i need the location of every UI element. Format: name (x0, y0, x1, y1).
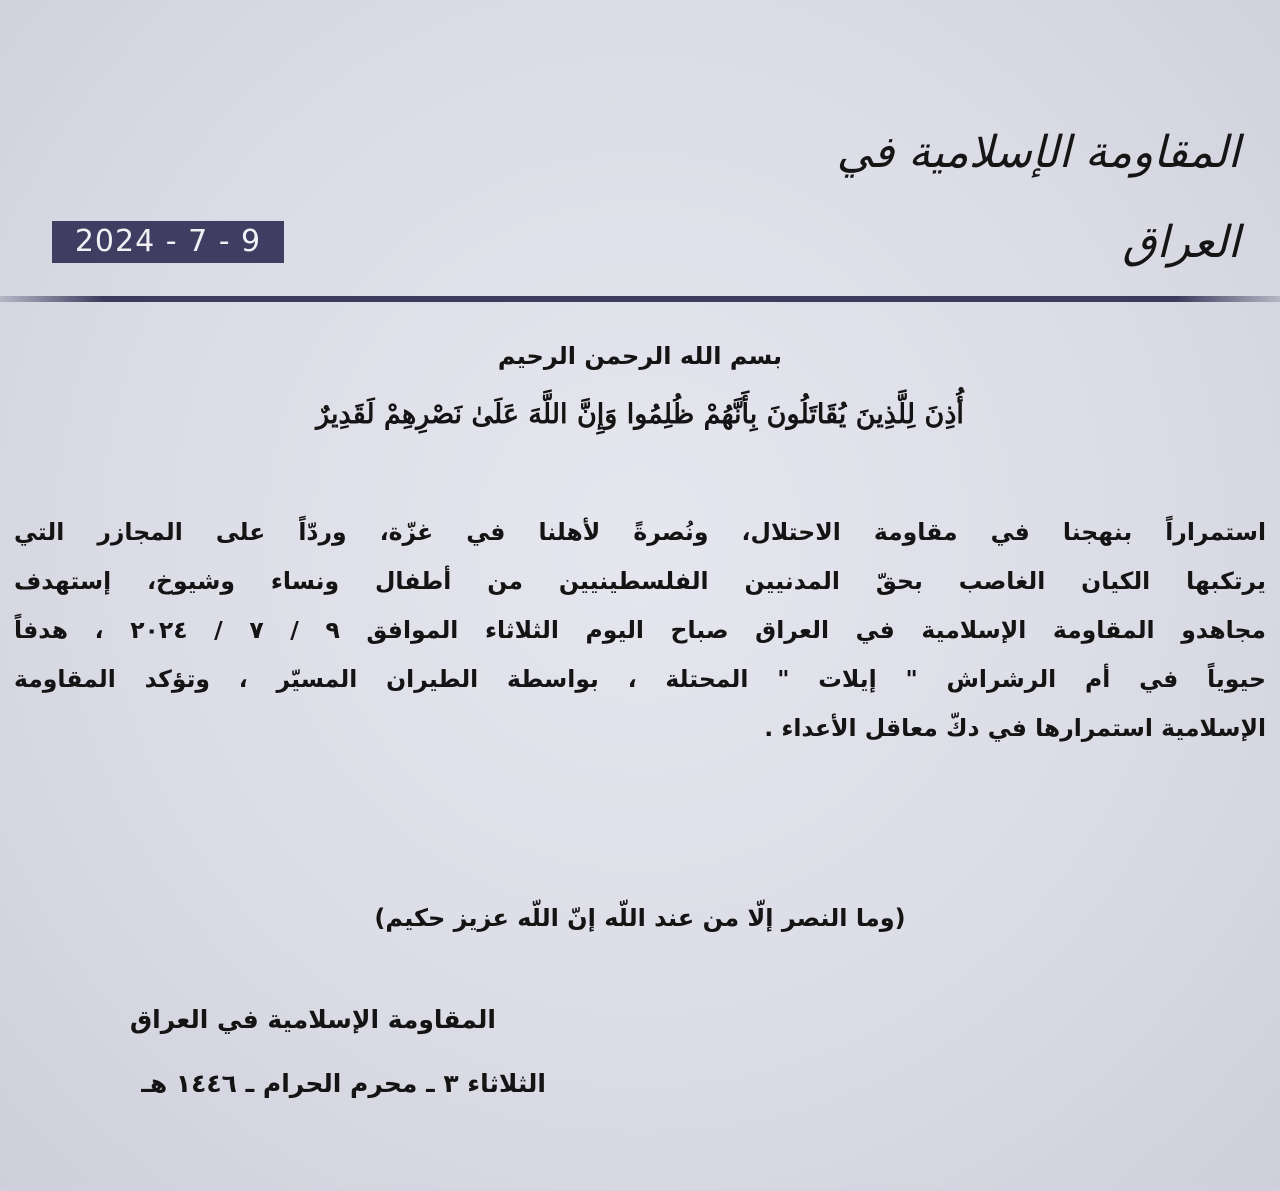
signature: المقاومة الإسلامية في العراق (129, 1005, 496, 1034)
basmala: بسم الله الرحمن الرحيم (497, 342, 783, 370)
statement-body (14, 508, 1266, 753)
closing-verse: (وما النصر إلّا من عند اللّه إنّ اللّه عزيز حكيم) (374, 904, 906, 932)
quran-verse: أُذِنَ لِلَّذِينَ يُقَاتَلُونَ بِأَنَّهُمْ ظُلِمُوا وَإِنَّ اللَّهَ عَلَىٰ نَصْرِهِمْ لَقَدِيرٌ (316, 399, 964, 430)
header-divider (0, 296, 1280, 302)
body-line-1: استمراراً بنهجنا في مقاومة الاحتلال، ونُصرةً لأهلنا في غزّة، وردّاً على المجازر التي (14, 518, 1266, 546)
body-line-4: حيوياً في أم الرشراش " إيلات " المحتلة ، بواسطة الطيران المسيّر ، وتؤكد المقاومة (14, 665, 1266, 693)
date-badge: 2024 - 7 - 9 (52, 221, 284, 263)
body-line-3: مجاهدو المقاومة الإسلامية في العراق صباح اليوم الثلاثاء الموافق ٩ / ٧ / ٢٠٢٤ ، هدفاً (14, 616, 1266, 644)
body-line-5: الإسلامية استمرارها في دكّ معاقل الأعداء . (764, 714, 1266, 742)
hijri-date: الثلاثاء ٣ ـ محرم الحرام ـ ١٤٤٦ هـ (141, 1069, 546, 1098)
organization-logo-text: المقاومة الإسلامية في العراق (836, 127, 1240, 268)
body-line-2: يرتكبها الكيان الغاصب بحقّ المدنيين الفلسطينيين من أطفال ونساء وشيوخ، إستهدف (14, 567, 1266, 595)
